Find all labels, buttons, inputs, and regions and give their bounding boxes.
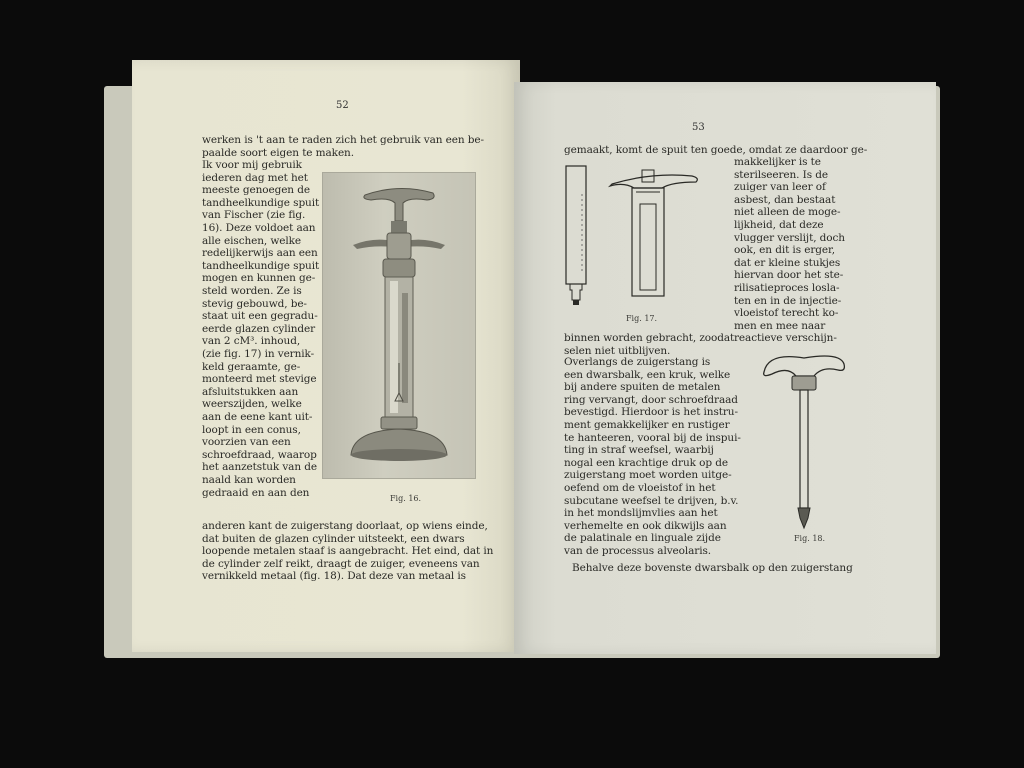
left-narrow-line: loopt in een conus,: [202, 423, 301, 436]
right-last-line: Behalve deze bovenste dwarsbalk op den zuigerstang: [572, 562, 853, 574]
left-narrow-line: (zie fig. 17) in vernik-: [202, 348, 315, 360]
right-mid-line: selen niet uitblijven.: [564, 344, 671, 357]
right-left-line: zuigerstang moet worden uitge-: [564, 469, 732, 482]
right-narrow-line: rilisatieproces losla-: [734, 282, 840, 294]
left-narrow-line: steld worden. Ze is: [202, 285, 302, 297]
left-bottom-line: dat buiten de glazen cylinder uitsteekt, een dwars: [202, 532, 465, 545]
right-narrow-line: reactieve verschijn-: [734, 332, 837, 345]
right-left-line: van de processus alveolaris.: [564, 545, 711, 557]
right-narrow-line: makkelijker is te: [734, 156, 821, 168]
left-narrow-line: voorzien van een: [202, 436, 291, 449]
left-narrow-line: tandheelkundige spuit: [202, 196, 320, 209]
right-narrow-line: asbest, dan bestaat: [734, 193, 836, 206]
right-narrow-line: ten en in de injectie-: [734, 294, 842, 307]
left-narrow-line: naald kan worden: [202, 474, 296, 486]
right-narrow-line: vloeistof terecht ko-: [734, 307, 839, 320]
right-page: [514, 82, 936, 654]
left-top-line: werken is 't aan te raden zich het gebruik van een be-: [202, 134, 484, 146]
page-number-52: 52: [336, 100, 349, 111]
left-narrow-line: schroefdraad, waarop: [202, 448, 317, 461]
right-left-line: bevestigd. Hierdoor is het instru-: [564, 406, 738, 419]
right-narrow-line: ook, en dit is erger,: [734, 244, 835, 257]
left-bottom-line: loopende metalen staaf is aangebracht. Het eind, dat in: [202, 545, 494, 558]
right-left-line: een dwarsbalk, een kruk, welke: [564, 368, 731, 381]
left-top-line: paalde soort eigen te maken.: [202, 146, 354, 159]
left-bottom-line: de cylinder zelf reikt, draagt de zuiger, eveneens van: [202, 557, 480, 570]
right-narrow-line: dat er kleine stukjes: [734, 256, 841, 269]
left-narrow-line: 16). Deze voldoet aan: [202, 222, 316, 234]
right-left-line: oefend om de vloeistof in het: [564, 482, 716, 494]
page-number-53: 53: [692, 122, 705, 133]
left-narrow-line: keld geraamte, ge-: [202, 360, 301, 373]
left-narrow-line: weerszijden, welke: [202, 398, 302, 411]
left-narrow-line: gedraaid en aan den: [202, 486, 310, 499]
left-page: [132, 60, 520, 652]
left-narrow-line: het aanzetstuk van de: [202, 461, 317, 474]
left-narrow-line: tandheelkundige spuit: [202, 259, 320, 272]
figure-17-caption: Fig. 17.: [626, 314, 658, 323]
left-narrow-line: monteerd met stevige: [202, 373, 317, 386]
left-narrow-line: meeste genoegen de: [202, 184, 310, 197]
syringe-photo: [322, 172, 476, 479]
figure-18-drawing: [760, 344, 850, 534]
left-narrow-line: mogen en kunnen ge-: [202, 272, 316, 285]
right-left-line: ting in straf weefsel, waarbij: [564, 444, 714, 457]
figure-18-caption: Fig. 18.: [794, 534, 826, 543]
right-mid-line: binnen worden gebracht, zoodat: [564, 332, 735, 344]
right-left-line: bij andere spuiten de metalen: [564, 381, 721, 394]
right-narrow-line: hiervan door het ste-: [734, 269, 844, 282]
left-narrow-line: van 2 cM³. inhoud,: [202, 335, 301, 348]
right-narrow-line: sterilseeren. Is de: [734, 168, 828, 181]
right-narrow-line: niet alleen de moge-: [734, 206, 841, 219]
right-left-line: Overlangs de zuigerstang is: [564, 356, 711, 368]
right-left-line: ment gemakkelijker en rustiger: [564, 419, 730, 431]
right-left-line: te hanteeren, vooral bij de inspui-: [564, 431, 741, 444]
left-narrow-line: afsluitstukken aan: [202, 385, 299, 398]
right-narrow-line: zuiger van leer of: [734, 181, 826, 194]
left-narrow-line: redelijkerwijs aan een: [202, 247, 318, 260]
right-narrow-line: vlugger verslijt, doch: [734, 231, 845, 244]
left-narrow-line: staat uit een gegradu-: [202, 310, 318, 323]
right-left-line: ring vervangt, door schroefdraad: [564, 393, 738, 406]
right-left-line: subcutane weefsel te drijven, b.v.: [564, 494, 739, 507]
left-narrow-line: iederen dag met het: [202, 171, 308, 184]
left-narrow-line: van Fischer (zie fig.: [202, 209, 306, 222]
right-left-line: verhemelte en ook dikwijls aan: [564, 519, 727, 532]
right-left-line: in het mondslijmvlies aan het: [564, 507, 718, 520]
right-top-line: gemaakt, komt de spuit ten goede, omdat ze daardoor ge-: [564, 144, 868, 156]
left-bottom-line: anderen kant de zuigerstang doorlaat, op wiens einde,: [202, 520, 488, 532]
left-narrow-line: Ik voor mij gebruik: [202, 159, 302, 171]
open-book: [104, 60, 940, 658]
left-narrow-line: eerde glazen cylinder: [202, 322, 316, 335]
right-narrow-line: men en mee naar: [734, 319, 826, 332]
figure-16-caption: Fig. 16.: [390, 494, 422, 503]
right-narrow-line: lijkheid, dat deze: [734, 219, 824, 231]
figure-17-drawing: [562, 164, 742, 314]
left-narrow-line: alle eischen, welke: [202, 234, 302, 247]
syringe-photo-drawing: [323, 173, 475, 478]
right-left-line: de palatinale en linguale zijde: [564, 532, 721, 545]
left-narrow-line: aan de eene kant uit-: [202, 411, 313, 423]
right-left-line: nogal een krachtige druk op de: [564, 456, 728, 469]
left-bottom-line: vernikkeld metaal (fig. 18). Dat deze van metaal is: [202, 570, 466, 583]
left-narrow-line: stevig gebouwd, be-: [202, 297, 307, 310]
